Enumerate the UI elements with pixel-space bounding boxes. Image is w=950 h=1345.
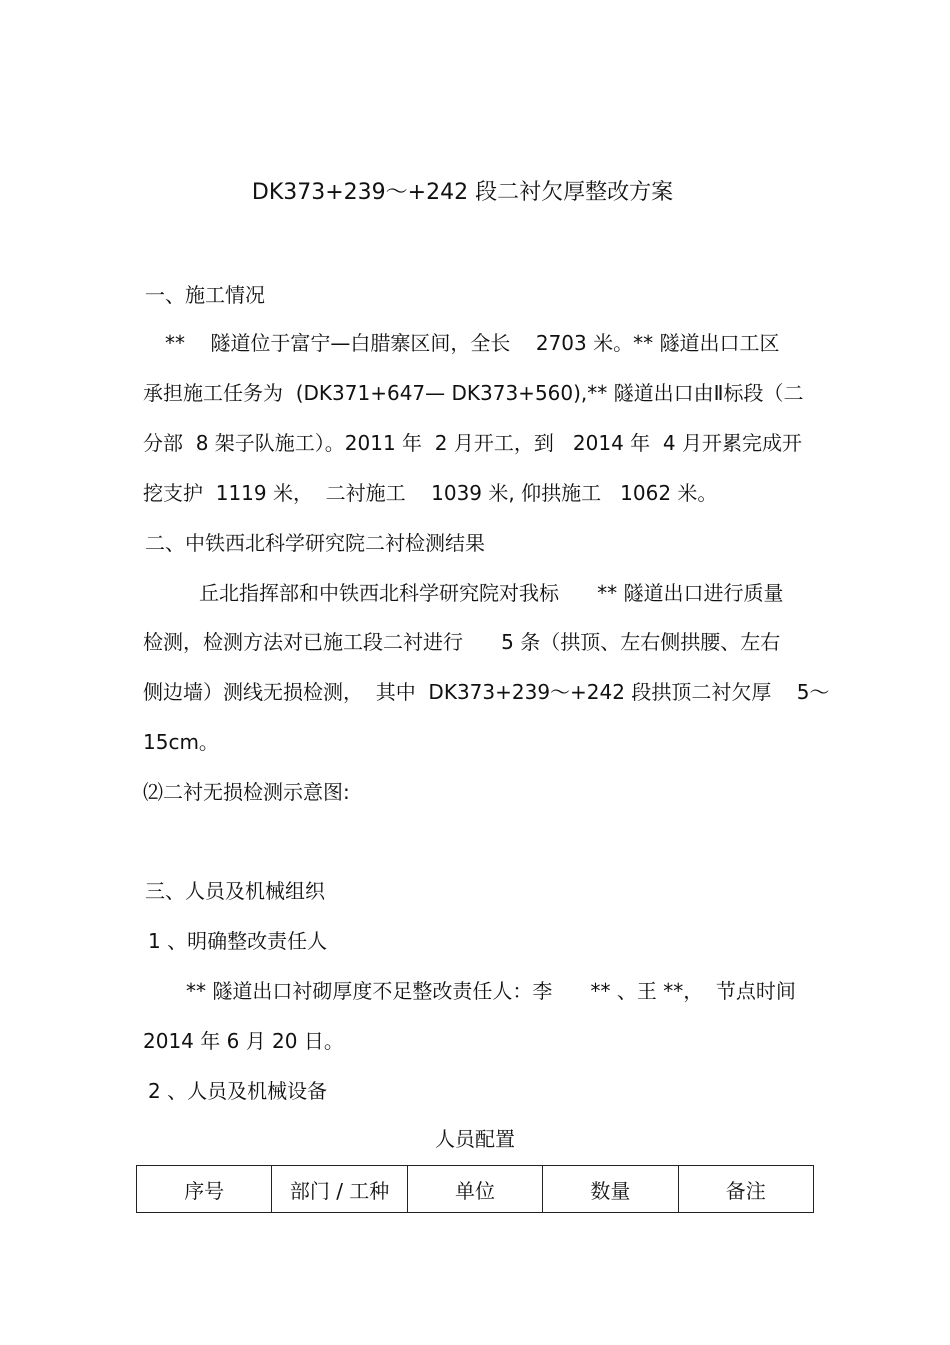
section3-heading: 三、人员及机械组织 <box>145 879 325 903</box>
table-header-cell: 备注 <box>678 1166 813 1213</box>
section2-heading: 二、中铁西北科学研究院二衬检测结果 <box>145 531 485 555</box>
section3-sub1-heading: 1 、明确整改责任人 <box>148 929 328 953</box>
section2-line-1: 丘北指挥部和中铁西北科学研究院对我标 ** 隧道出口进行质量 <box>199 581 784 605</box>
section1-line-2: 承担施工任务为 (DK371+647— DK373+560),** 隧道出口由Ⅱ标段（二 <box>143 381 804 405</box>
section1-heading: 一、施工情况 <box>145 283 265 307</box>
staff-table <box>136 1165 814 1213</box>
section1-line-4: 挖支护 1119 米， 二衬施工 1039 米, 仰拱施工 1062 米。 <box>143 481 718 505</box>
section2-line-2: 检测，检测方法对已施工段二衬进行 5 条（拱顶、左右侧拱腰、左右 <box>143 630 781 654</box>
section1-line-1: ** 隧道位于富宁—白腊寨区间，全长 2703 米。** 隧道出口工区 <box>165 331 780 355</box>
table-header-row <box>137 1166 814 1213</box>
table-header-cell: 数量 <box>543 1166 678 1213</box>
table-header-cell: 序号 <box>137 1166 272 1213</box>
table-caption: 人员配置 <box>435 1127 515 1151</box>
table-header-cell: 部门 / 工种 <box>272 1166 407 1213</box>
table-header-cell: 单位 <box>407 1166 542 1213</box>
document-title: DK373+239～+242 段二衬欠厚整改方案 <box>251 180 674 205</box>
section3-sub1-line-1: ** 隧道出口衬砌厚度不足整改责任人：李 ** 、王 **， 节点时间 <box>186 979 796 1003</box>
section2-figure-caption: ⑵二衬无损检测示意图: <box>143 780 350 804</box>
section3-sub2-heading: 2 、人员及机械设备 <box>148 1079 328 1103</box>
section2-line-3: 侧边墙）测线无损检测， 其中 DK373+239～+242 段拱顶二衬欠厚 5～ <box>143 680 830 704</box>
section3-sub1-line-2: 2014 年 6 月 20 日。 <box>143 1029 344 1053</box>
section1-line-3: 分部 8 架子队施工）。2011 年 2 月开工，到 2014 年 4 月开累完成开 <box>143 431 802 455</box>
section2-line-4: 15cm。 <box>143 730 219 754</box>
